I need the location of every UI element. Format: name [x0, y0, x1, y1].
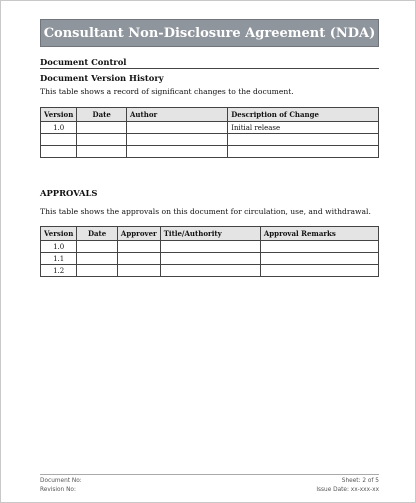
table-cell: [117, 253, 160, 265]
table-cell: [41, 134, 77, 146]
table-cell: [77, 146, 127, 158]
table-cell: [260, 241, 378, 253]
column-header: Description of Change: [228, 108, 379, 122]
footer-document-no: Document No:: [40, 478, 82, 484]
document-title: Consultant Non-Disclosure Agreement (NDA): [43, 25, 376, 41]
title-banner: [40, 19, 379, 47]
column-header: Author: [127, 108, 228, 122]
table-row: [41, 253, 379, 265]
table-cell: [228, 134, 379, 146]
table-cell: 1.0: [41, 122, 77, 134]
table-cell: [117, 265, 160, 277]
table-row: [41, 265, 379, 277]
table-cell: [77, 241, 118, 253]
version-history-table: [40, 107, 379, 158]
table-cell: [77, 122, 127, 134]
footer-divider: [40, 474, 379, 475]
footer-sheet-number: Sheet: 2 of 5: [341, 478, 379, 484]
table-cell: [77, 134, 127, 146]
table-header-row: [41, 108, 379, 122]
table-row: [41, 122, 379, 134]
table-cell: [260, 265, 378, 277]
version-history-heading: Document Version History: [40, 73, 164, 83]
column-header: Date: [77, 108, 127, 122]
approvals-heading: APPROVALS: [40, 188, 98, 198]
table-cell: [127, 134, 228, 146]
table-cell: [41, 146, 77, 158]
table-cell: [228, 146, 379, 158]
table-cell: [160, 265, 260, 277]
table-cell: [160, 253, 260, 265]
table-cell: [260, 253, 378, 265]
table-row: [41, 241, 379, 253]
table-cell: [77, 265, 118, 277]
table-row: [41, 146, 379, 158]
footer-revision-no: Revision No:: [40, 487, 76, 493]
column-header: Title/Authority: [160, 227, 260, 241]
approvals-table: [40, 226, 379, 277]
document-control-heading: Document Control: [40, 57, 127, 67]
column-header: Version: [41, 108, 77, 122]
table-cell: [77, 253, 118, 265]
table-header-row: [41, 227, 379, 241]
heading-underline: [40, 68, 379, 69]
table-cell: [127, 146, 228, 158]
column-header: Date: [77, 227, 118, 241]
approvals-description: This table shows the approvals on this document for circulation, use, and withdrawal.: [40, 207, 371, 216]
table-cell: [160, 241, 260, 253]
table-cell: 1.2: [41, 265, 77, 277]
table-cell: Initial release: [228, 122, 379, 134]
version-history-description: This table shows a record of significant changes to the document.: [40, 87, 294, 96]
table-cell: 1.1: [41, 253, 77, 265]
footer-issue-date: Issue Date: xx-xxx-xx: [316, 487, 379, 493]
column-header: Version: [41, 227, 77, 241]
column-header: Approval Remarks: [260, 227, 378, 241]
table-cell: [117, 241, 160, 253]
table-cell: 1.0: [41, 241, 77, 253]
table-cell: [127, 122, 228, 134]
column-header: Approver: [117, 227, 160, 241]
table-row: [41, 134, 379, 146]
